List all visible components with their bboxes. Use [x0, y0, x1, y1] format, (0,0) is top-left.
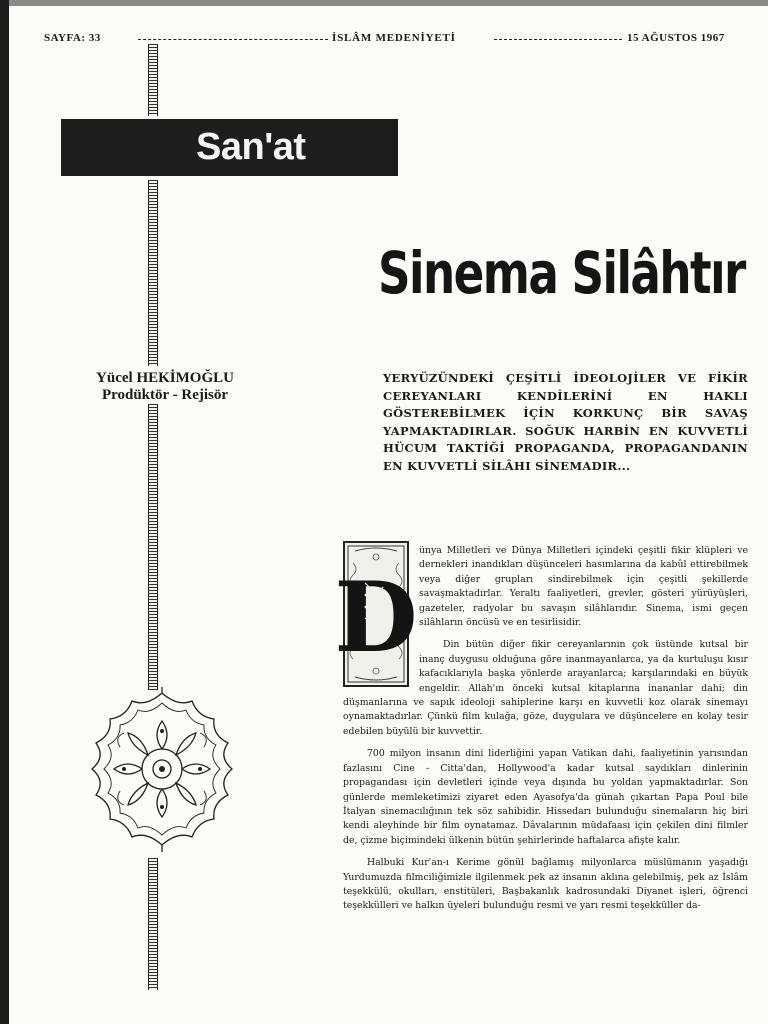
scan-top-edge	[9, 0, 768, 6]
publication-name: İSLÂM MEDENİYETİ	[332, 32, 456, 44]
body-paragraph: Din bütün diğer fikir cereyanlarının çok üstünde kutsal bir inanç duygusu olduğuna göre inanmayanlarca, ya da kurtuluşu kısır kafacıklarıyla başka yönlerde arayanlarca; karşılarındaki en büyük engeldir. Allah'ın önceki kutsal kitaplarına inananlar dahi; din düşmanlarına ve sapık ideoloji sahiplerine karşı en kuvvetli koz olarak sinemayı oynamaktadırlar. Çünkü film kulağa, göze, duygulara ve düşüncelere en kolay tesir edebilen büyülü bir kuvvettir.	[343, 639, 748, 737]
running-header	[40, 32, 752, 48]
article-body	[343, 544, 748, 914]
vertical-rule	[148, 44, 158, 116]
author-name: Yücel HEKİMOĞLU	[96, 370, 234, 386]
page-number: SAYFA: 33	[44, 32, 101, 44]
issue-date: 15 AĞUSTOS 1967	[627, 32, 725, 44]
scan-left-edge	[0, 0, 9, 1024]
rosette-ornament-icon	[80, 687, 245, 852]
drop-cap-spacer	[343, 544, 419, 696]
header-dash-rule	[138, 39, 328, 40]
body-paragraph: ünya Milletleri ve Dünya Milletleri içindeki çeşitli fikir klüpleri ve dernekleri inandıkları düşünceleri hasımlarına da kabûl ettirebilmek veya diğer grupları sindirebilmek için çeşitli şekillerde savaşmaktadırlar. Yeraltı faaliyetleri, grevler, gösteri yürüyüşleri, gazeteler, radyolar bu savaşın silâhlarıdır. Sinema, ismi geçen silâhların öncüsü ve en tesirlisidir.	[419, 545, 748, 629]
header-dash-rule	[494, 39, 622, 40]
author-role: Prodüktör - Rejisör	[101, 387, 229, 403]
lead-paragraph: YERYÜZÜNDEKİ ÇEŞİTLİ İDEOLOJİLER VE FİKİR CEREYANLARI KENDİLERİNİ EN HAKLI GÖSTEREBİLMEK İÇİN KORKUNÇ BİR SAVAŞ YAPMAKTADIRLAR. SOĞUK HARBİN EN KUVVETLİ HÜCUM TAKTİĞİ PROPAGANDA, PROPAGANDANIN EN KUVVETLİ SİLÂHI SİNEMADIR...	[383, 371, 748, 473]
body-paragraph: Halbuki Kur'an-ı Kerime gönül bağlamış milyonlarca müslümanın yaşadığı Yurdumuzda filmciliğimizle ilgilenmek pek az insanın aklına gelebilmiş, pek az İslâm teşekkülü, okulları, enstitüleri, Başbakanlık kadrosundaki Diyanet işleri, öğrenci teşekkülleri ve halkın üyeleri bulunduğu resmi ve yarı resmi teşekküller da-	[343, 857, 748, 912]
vertical-rule	[148, 180, 158, 366]
article-title: Sinema Silâhtır	[378, 239, 745, 307]
vertical-rule	[148, 858, 158, 990]
body-paragraph: 700 milyon insanın dini liderliğini yapan Vatikan dahi, faaliyetinin yarısından fazlasını Cine - Citta'dan, Hollywood'a kadar kutsal saydıkları dinlerinin propagandası için devletleri içinde veya dışında bu yoldan yapmaktadırlar. Son günlerde memleketimizi ziyaret eden Ayasofya'da günah çıkartan Papa Poul bile İtalyan sinemacılığının tek söz sahibidir. Hissedarı bulunduğu sinemaların hiç biri kendi aleyhinde bir film oynatamaz. Dâvalarının müdafaası için çekilen dini filmler de, çizme biçimindeki ülkenin bütün şehirlerinde haftalarca afişte kalır.	[343, 748, 748, 846]
author-byline	[70, 370, 260, 404]
vertical-rule	[148, 404, 158, 690]
drop-cap-letter: D	[334, 561, 418, 674]
section-title: San'at	[196, 126, 306, 168]
